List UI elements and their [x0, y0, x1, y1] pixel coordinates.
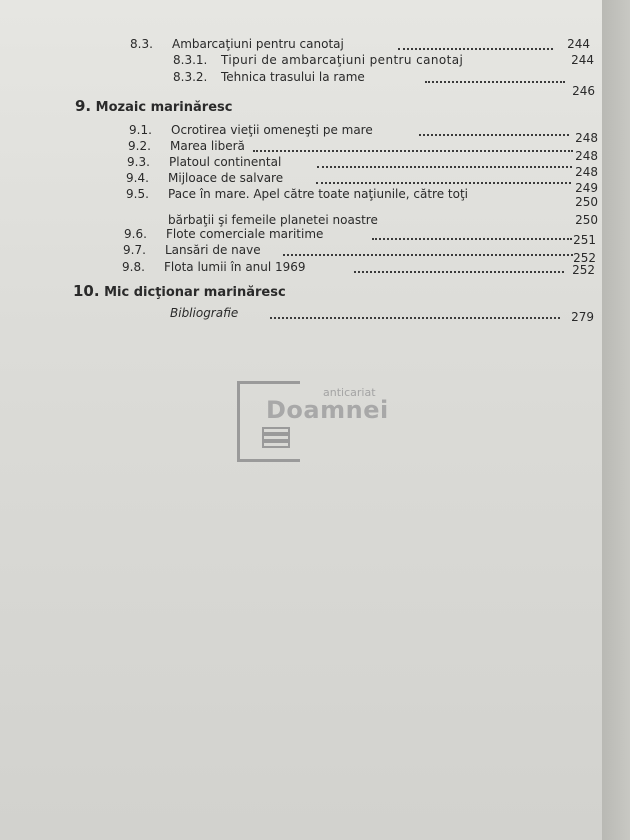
toc-page: 252: [573, 251, 596, 265]
toc-page: 244: [567, 37, 590, 51]
toc-title: Platoul continental: [169, 155, 282, 169]
chapter-heading: [73, 282, 286, 300]
toc-number: 8.3.1.: [173, 53, 208, 67]
chapter-title: Mozaic marinăresc: [95, 100, 233, 115]
toc-leader: [317, 165, 572, 168]
toc-page: 251: [573, 233, 596, 247]
toc-number: 9.5.: [126, 187, 149, 201]
toc-page: 248: [575, 131, 598, 145]
toc-number: 9.8.: [122, 260, 145, 274]
toc-page: 244: [571, 53, 594, 67]
toc-page: 252: [572, 263, 595, 277]
chapter-number: 10.: [73, 282, 100, 300]
toc-title: bărbaţii şi femeile planetei noastre: [168, 213, 378, 227]
watermark-small-text: anticariat: [323, 386, 376, 399]
toc-title: Bibliografie: [170, 306, 239, 320]
toc-number: 9.2.: [128, 139, 151, 153]
toc-title: Ocrotirea vieţii omeneşti pe mare: [171, 123, 373, 137]
toc-number: 8.3.: [130, 37, 153, 51]
page-edge: [602, 0, 630, 840]
toc-leader: [354, 270, 564, 273]
chapter-heading: [75, 97, 232, 115]
toc-title: Tipuri de ambarcaţiuni pentru canotaj: [221, 53, 464, 67]
toc-leader: [419, 133, 569, 136]
toc-title: Flota lumii în anul 1969: [164, 260, 306, 274]
toc-title: Tehnica trasului la rame: [221, 70, 365, 84]
watermark-big-text: Doamnei: [266, 396, 389, 424]
toc-title: Mijloace de salvare: [168, 171, 284, 185]
toc-leader: [425, 80, 565, 83]
toc-number: 9.3.: [127, 155, 150, 169]
toc-title: Ambarcaţiuni pentru canotaj: [172, 37, 344, 51]
toc-page: 246: [572, 84, 595, 98]
toc-page: 248: [575, 165, 598, 179]
books-icon: [261, 426, 291, 448]
toc-title: Pace în mare. Apel către toate naţiunile, către toţi: [168, 187, 469, 201]
toc-number: 9.6.: [124, 227, 147, 241]
toc-leader: [316, 181, 571, 184]
toc-title: Marea liberă: [170, 139, 245, 153]
toc-number: 9.4.: [126, 171, 149, 185]
toc-leader: [398, 47, 553, 50]
toc-page: 279: [571, 310, 594, 324]
chapter-number: 9.: [75, 97, 92, 115]
toc-leader: [372, 237, 572, 240]
chapter-title: Mic dicţionar marinăresc: [104, 285, 286, 300]
toc-number: 9.7.: [123, 243, 146, 257]
toc-number: 9.1.: [129, 123, 152, 137]
toc-title: Lansări de nave: [165, 243, 261, 257]
toc-leader: [253, 149, 573, 152]
toc-leader: [283, 253, 573, 256]
toc-page: 248: [575, 149, 598, 163]
toc-page: 249: [575, 181, 598, 195]
toc-page: 250: [575, 213, 598, 227]
toc-number: 8.3.2.: [173, 70, 208, 84]
toc-title: Flote comerciale maritime: [166, 227, 324, 241]
toc-page: 250: [575, 195, 598, 209]
toc-leader: [270, 316, 560, 319]
